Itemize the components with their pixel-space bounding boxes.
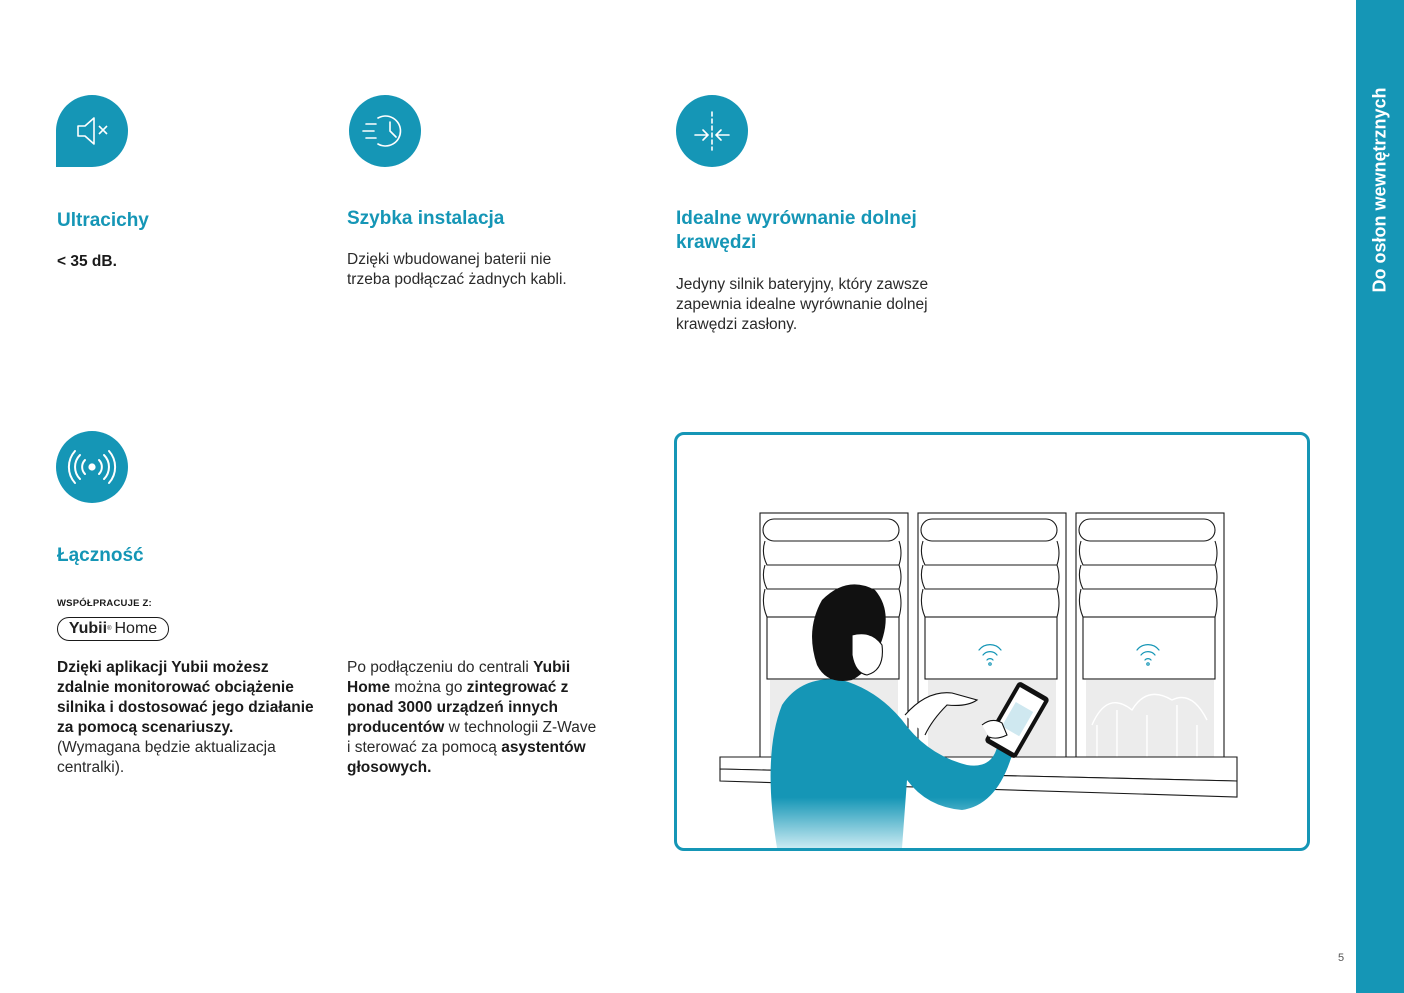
feature-text-install: Dzięki wbudowanej baterii nie trzeba podłączać żadnych kabli.	[347, 251, 567, 288]
sidebar-label	[1356, 0, 1404, 330]
feature-title-install: Szybka instalacja	[347, 208, 505, 229]
yubii-home-logo	[57, 617, 169, 641]
align-arrows-icon	[676, 95, 748, 167]
sidebar-label-text: Do osłon wewnętrznych	[1369, 87, 1390, 293]
right-text-bold: zintegrować z ponad 3000 urządzeń innych producentów	[347, 679, 569, 736]
speaker-mute-icon	[56, 95, 128, 167]
feature-title-quiet: Ultracichy	[57, 210, 149, 231]
left-text-normal: (Wymagana będzie aktualizacja centralki).	[57, 739, 276, 776]
connectivity-title: Łączność	[57, 545, 144, 566]
logo-brand: Yubii	[68, 620, 108, 637]
feature-text-quiet: < 35 dB.	[57, 253, 117, 270]
connectivity-left-text	[57, 658, 317, 778]
right-text-bold: Yubii Home	[347, 659, 571, 696]
feature-title-align: Idealne wyrównanie dolnej krawędzi	[676, 208, 917, 253]
right-text-part: można go	[390, 679, 467, 696]
connectivity-right-text	[347, 658, 597, 778]
clock-speed-icon	[349, 95, 421, 167]
window-blinds-illustration	[677, 435, 1307, 848]
left-text-bold: Dzięki aplikacji Yubii możesz zdalnie monitorować obciążenie silnika i dostosować jego działanie za pomocą scenariuszy.	[57, 659, 314, 736]
feature-text-align: Jedyny silnik bateryjny, który zawsze zapewnia idealne wyrównanie dolnej krawędzi zasłony.	[676, 276, 929, 333]
works-with-label: WSPÓŁPRACUJE Z:	[57, 598, 152, 609]
right-text-part: w technologii Z-Wave i sterować za pomocą	[347, 719, 597, 756]
illustration-frame	[674, 432, 1310, 851]
page-number: 5	[1338, 952, 1345, 964]
logo-suffix: Home	[114, 620, 158, 637]
right-text-part: Po podłączeniu do centrali	[347, 659, 534, 676]
logo-mark: ®	[107, 626, 112, 632]
right-text-bold: asystentów głosowych.	[347, 739, 586, 776]
wireless-signal-icon	[56, 431, 128, 503]
